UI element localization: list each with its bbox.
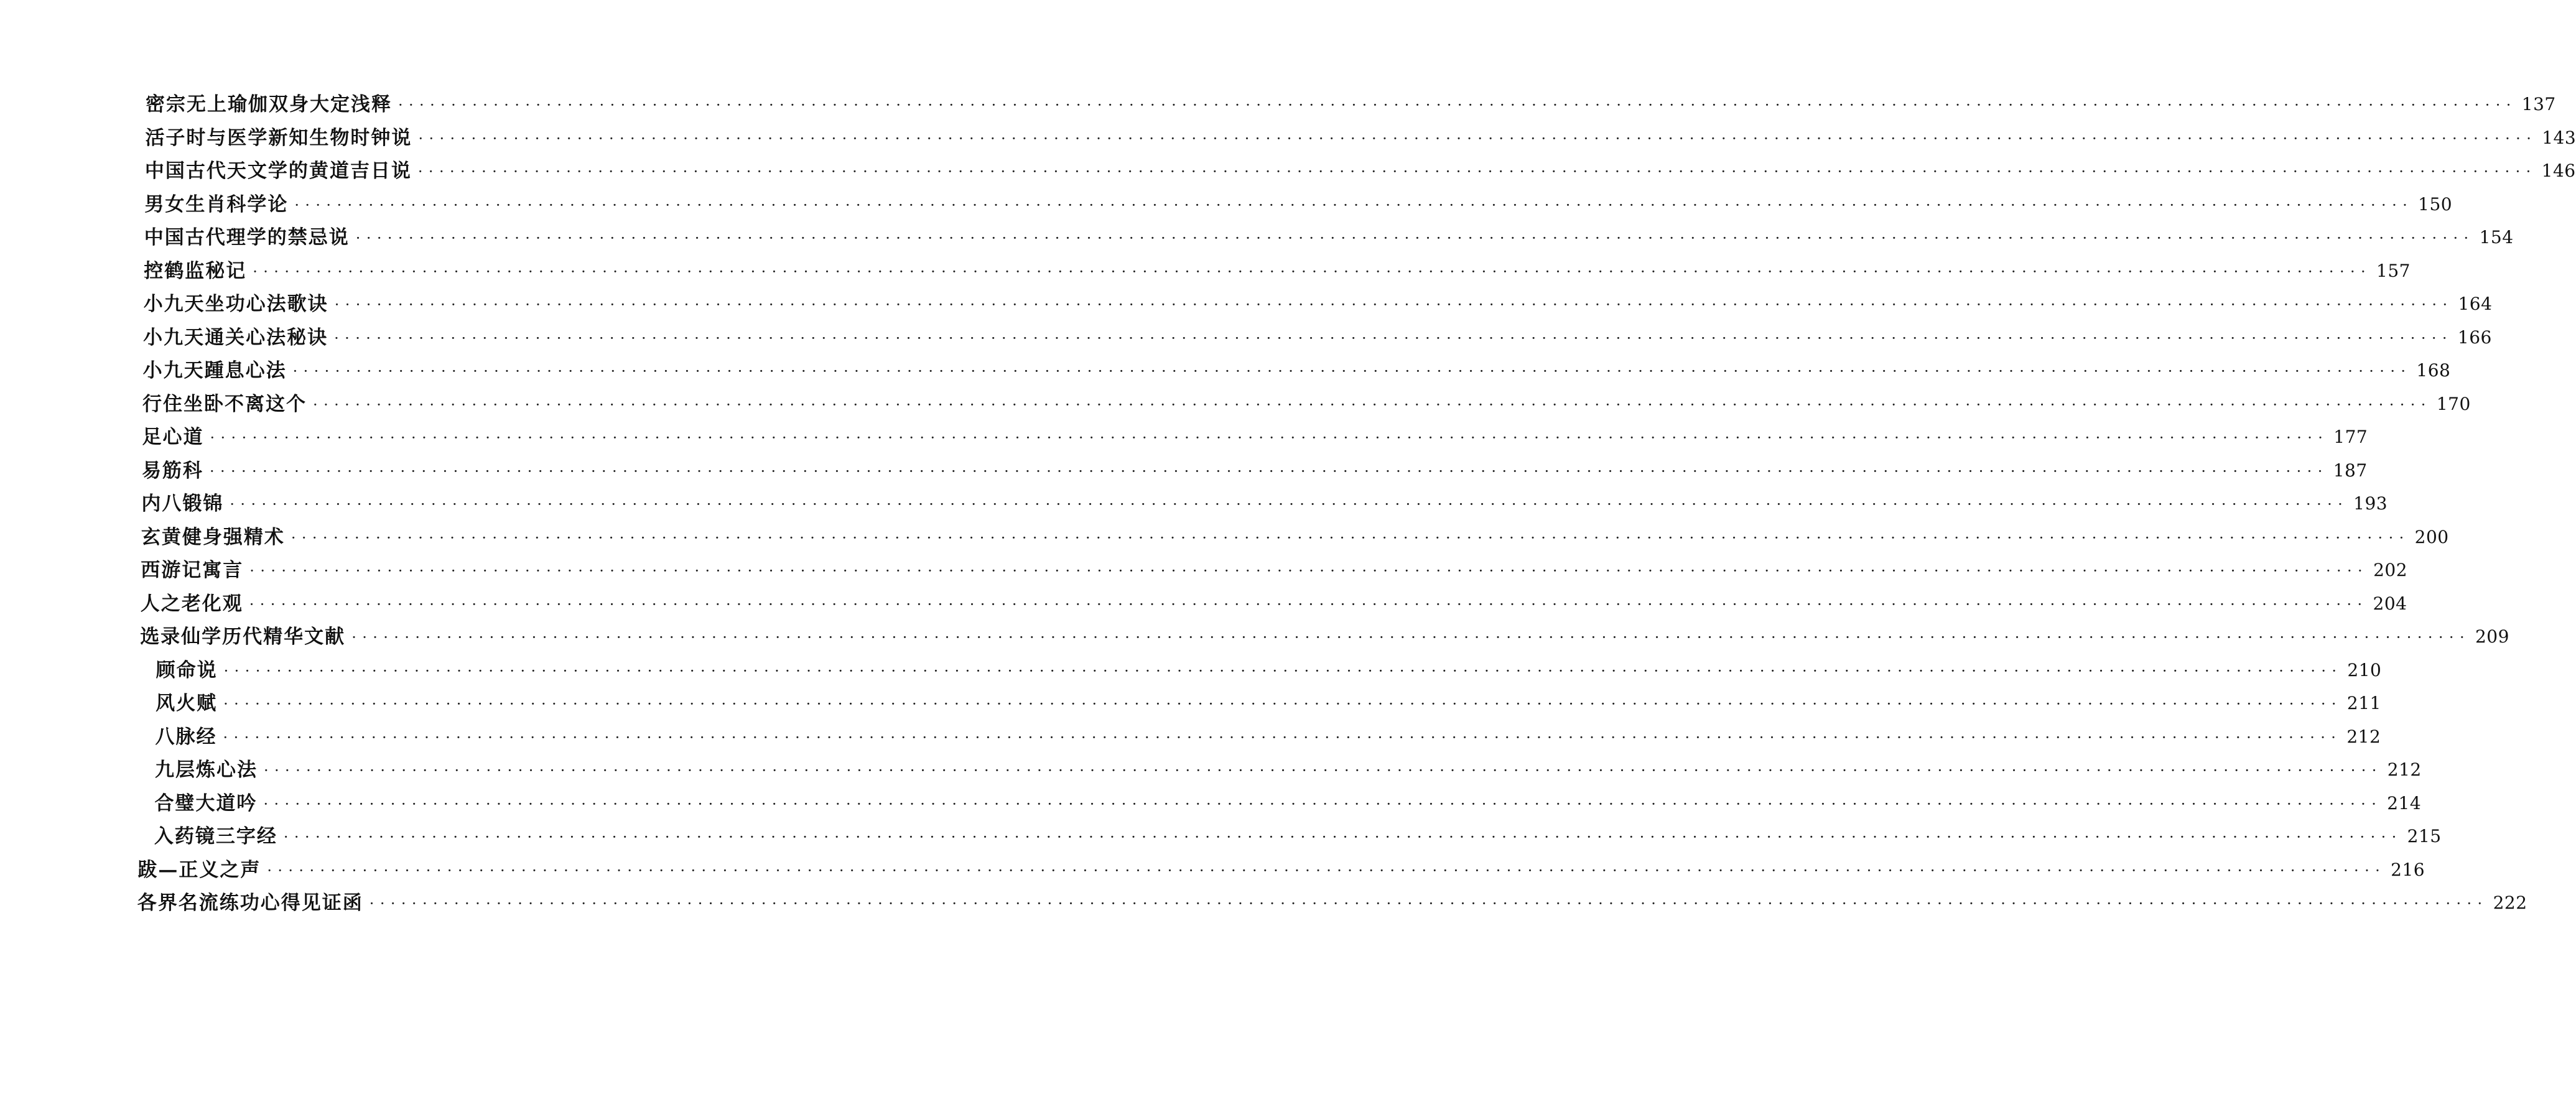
toc-entry-page: 137 [2521, 94, 2556, 114]
dot-leader: ········································································································································································································ [230, 496, 2349, 513]
toc-entry-page: 212 [2387, 759, 2422, 780]
toc-entry-title: 内八锻锦 [141, 493, 224, 515]
dot-leader: ········································································································································································································ [398, 96, 2517, 114]
toc-entry[interactable] [144, 254, 2411, 284]
dot-leader: ········································································································································································································ [223, 662, 2343, 680]
dot-leader: ········································································································································································································ [355, 229, 2475, 247]
toc-subentry[interactable] [155, 720, 2381, 749]
toc-entry-title: 合璧大道吟 [154, 792, 258, 815]
toc-entry-title: 密宗无上瑜伽双身大定浅释 [146, 93, 392, 116]
toc-entry[interactable] [144, 220, 2514, 250]
toc-entry-page: 166 [2457, 327, 2492, 348]
toc-entry-page: 204 [2373, 593, 2407, 614]
toc-entry-page: 154 [2479, 227, 2514, 248]
toc-entry[interactable] [146, 87, 2556, 117]
toc-entry-page: 212 [2346, 726, 2381, 747]
dot-leader: ········································································································································································································ [209, 462, 2328, 480]
toc-entry-page: 222 [2493, 892, 2527, 913]
toc-entry[interactable] [140, 619, 2509, 649]
toc-entry[interactable] [141, 553, 2408, 583]
toc-subentry[interactable] [154, 819, 2442, 849]
toc-entry-title: 西游记寓言 [141, 559, 244, 581]
toc-entry[interactable] [143, 287, 2493, 317]
toc-entry-title: 小九天踵息心法 [142, 359, 287, 382]
toc-entry-title: 跋—正义之声 [137, 858, 261, 881]
toc-entry[interactable] [142, 420, 2368, 450]
dot-leader: ········································································································································································································ [267, 861, 2386, 879]
toc-entry[interactable] [143, 320, 2492, 350]
toc-entry-title: 入药镜三字经 [154, 825, 277, 848]
toc-entry[interactable] [141, 453, 2368, 483]
toc-entry-page: 216 [2391, 859, 2425, 880]
toc-entry-page: 214 [2387, 792, 2422, 813]
toc-entry-title: 中国古代理学的禁忌说 [144, 226, 350, 249]
toc-entry-page: 146 [2541, 160, 2576, 181]
toc-entry-page: 202 [2373, 560, 2408, 580]
dot-leader: ········································································································································································································ [253, 262, 2372, 280]
toc-entry-title: 易筋科 [141, 459, 203, 482]
dot-leader: ········································································································································································································ [351, 629, 2470, 646]
toc-entry-title: 人之老化观 [140, 592, 243, 615]
dot-leader: ········································································································································································································ [249, 562, 2369, 580]
dot-leader: ········································································································································································································ [369, 895, 2488, 912]
dot-leader: ········································································································································································································ [334, 296, 2453, 313]
toc-entry-title: 顾命说 [156, 659, 218, 682]
dot-leader: ········································································································································································································ [313, 396, 2432, 414]
toc-subentry[interactable] [156, 686, 2381, 716]
toc-entry[interactable] [141, 520, 2449, 550]
dot-leader: ········································································································································································································ [292, 363, 2412, 380]
dot-leader: ········································································································································································································ [210, 429, 2329, 447]
toc-entry-page: 210 [2347, 659, 2382, 680]
toc-entry-title: 中国古代天文学的黄道吉日说 [144, 160, 412, 182]
toc-entry[interactable] [140, 586, 2407, 616]
dot-leader: ········································································································································································································ [418, 129, 2537, 147]
toc-subentry[interactable] [156, 653, 2382, 683]
toc-entry[interactable] [142, 387, 2471, 417]
dot-leader: ········································································································································································································ [294, 196, 2414, 214]
toc-entry-page: 209 [2475, 626, 2509, 647]
toc-entry-title: 风火赋 [156, 692, 218, 715]
dot-leader: ········································································································································································································ [283, 828, 2402, 846]
toc-entry-title: 控鹤监秘记 [144, 259, 247, 282]
dot-leader: ········································································································································································································ [223, 695, 2342, 713]
toc-entry-title: 小九天通关心法秘诀 [143, 326, 328, 349]
dot-leader: ········································································································································································································ [264, 762, 2383, 779]
toc-entry[interactable] [145, 121, 2576, 151]
toc-entry-page: 150 [2418, 193, 2453, 215]
toc-entry-page: 211 [2346, 693, 2381, 713]
toc-entry-title: 男女生肖科学论 [144, 193, 289, 216]
toc-entry-title: 各界名流练功心得见证函 [137, 892, 363, 914]
toc-entry-title: 选录仙学历代精华文献 [140, 626, 346, 648]
toc-entry-title: 足心道 [142, 426, 204, 448]
toc-entry-page: 215 [2407, 826, 2442, 846]
toc-entry-title: 行住坐卧不离这个 [142, 392, 307, 415]
dot-leader: ········································································································································································································ [223, 728, 2342, 746]
toc-entry-page: 157 [2376, 260, 2411, 281]
toc-entry-title: 活子时与医学新知生物时钟说 [145, 126, 412, 149]
toc-entry-page: 170 [2436, 393, 2471, 414]
toc-entry-page: 193 [2353, 493, 2388, 514]
toc-entry-title: 小九天坐功心法歌诀 [143, 293, 328, 315]
toc-entry-page: 177 [2333, 427, 2368, 447]
dot-leader: ········································································································································································································ [249, 595, 2368, 613]
toc-entry-title: 八脉经 [155, 725, 217, 748]
toc-entry[interactable] [142, 353, 2451, 383]
dot-leader: ········································································································································································································ [417, 163, 2537, 180]
toc-entry-title: 九层炼心法 [155, 759, 258, 781]
toc-entry-page: 200 [2414, 526, 2449, 547]
toc-entry-page: 143 [2542, 127, 2576, 148]
toc-subentry[interactable] [154, 786, 2422, 816]
dot-leader: ········································································································································································································ [263, 795, 2383, 813]
toc-entry[interactable] [144, 187, 2453, 217]
toc-entry-title: 玄黄健身强精术 [141, 526, 285, 549]
toc-entry[interactable] [137, 886, 2527, 915]
toc-entry-page: 164 [2458, 294, 2493, 314]
toc-entry[interactable] [141, 486, 2388, 516]
toc-entry[interactable] [137, 853, 2425, 883]
toc-subentry[interactable] [155, 753, 2422, 782]
dot-leader: ········································································································································································································ [291, 529, 2410, 547]
toc-entry-page: 168 [2416, 360, 2451, 381]
toc-entry-page: 187 [2333, 460, 2368, 481]
dot-leader: ········································································································································································································ [334, 329, 2453, 347]
toc-entry[interactable] [144, 154, 2576, 183]
